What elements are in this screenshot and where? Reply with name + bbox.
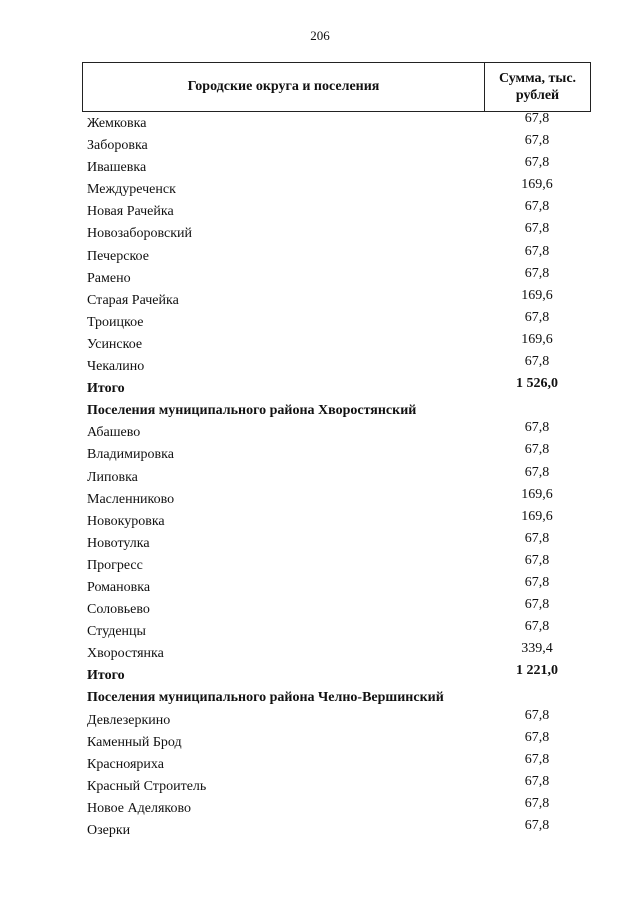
- row-value: 169,6: [521, 287, 553, 303]
- row-name: Каменный Брод: [87, 734, 182, 750]
- row-name: Жемковка: [87, 116, 147, 131]
- table-row: [0, 201, 640, 223]
- table-row: [0, 444, 640, 466]
- row-value: 1 221,0: [516, 663, 558, 679]
- row-value: 169,6: [521, 331, 553, 347]
- row-name: Ивашевка: [87, 160, 147, 176]
- row-value: 67,8: [524, 111, 550, 126]
- table-body: [0, 113, 640, 842]
- row-value: 67,8: [524, 464, 550, 480]
- row-value: 67,8: [524, 221, 550, 237]
- row-name: Заборовка: [87, 138, 148, 154]
- row-name: Красный Строитель: [87, 778, 207, 794]
- table-row: [0, 179, 640, 201]
- table-row: [0, 265, 640, 290]
- table-row: [0, 552, 640, 577]
- row-value: 67,8: [524, 265, 550, 281]
- row-name: Печерское: [87, 248, 149, 264]
- row-name: Девлезеркино: [87, 712, 171, 728]
- table-row: [0, 378, 640, 400]
- row-value: 67,8: [524, 597, 550, 613]
- row-name: Студенцы: [87, 624, 146, 640]
- row-name: Чекалино: [87, 359, 145, 375]
- table-row: [0, 331, 640, 356]
- table-row: [0, 643, 640, 665]
- row-value: 67,8: [524, 795, 550, 811]
- table-row: [0, 687, 640, 709]
- row-value: 67,8: [524, 707, 550, 723]
- row-name: Итого: [87, 668, 125, 684]
- table-row: [0, 599, 640, 621]
- row-name: Абашево: [87, 425, 141, 441]
- table-row: [0, 621, 640, 643]
- table-header: [82, 62, 591, 112]
- table-row: [0, 707, 640, 732]
- row-name: Липовка: [87, 469, 138, 485]
- table-row: [0, 287, 640, 312]
- table-row: [0, 223, 640, 245]
- row-value: 169,6: [521, 486, 553, 502]
- table-row: [0, 773, 640, 798]
- row-name: Усинское: [87, 336, 143, 352]
- row-name: Старая Рачейка: [87, 292, 179, 308]
- row-value: 67,8: [524, 243, 550, 259]
- row-value: 67,8: [524, 199, 550, 215]
- row-value: 67,8: [524, 420, 550, 436]
- table-row: [0, 574, 640, 599]
- table-row: [0, 665, 640, 687]
- row-value: 67,8: [524, 442, 550, 458]
- row-name: Краснояриха: [87, 756, 164, 772]
- row-name: Новое Аделяково: [87, 800, 191, 816]
- row-value: 67,8: [524, 818, 550, 833]
- row-name: Озерки: [87, 823, 131, 838]
- table-row: [0, 795, 640, 820]
- table-row: [0, 820, 640, 842]
- table-row: [0, 530, 640, 555]
- table-row: [0, 751, 640, 776]
- table-row: [0, 356, 640, 378]
- row-name: Романовка: [87, 579, 151, 595]
- table-row: [0, 135, 640, 157]
- table-row: [0, 113, 640, 135]
- row-value: 67,8: [524, 751, 550, 767]
- table-row: [0, 486, 640, 511]
- row-name: Троицкое: [87, 314, 144, 330]
- row-value: 67,8: [524, 552, 550, 568]
- table-row: [0, 243, 640, 268]
- row-name: Рамено: [87, 270, 131, 286]
- row-name: Поселения муниципального района Челно-Вершинский: [87, 690, 444, 706]
- table-row: [0, 309, 640, 334]
- column-header-name: Городские округа и поселения: [83, 63, 485, 111]
- row-value: 67,8: [524, 133, 550, 149]
- row-name: Новозаборовский: [87, 226, 193, 242]
- page-number: 206: [310, 28, 330, 43]
- table-row: [0, 464, 640, 489]
- row-name: Междуреченск: [87, 182, 176, 198]
- table-row: [0, 400, 640, 422]
- row-value: 67,8: [524, 155, 550, 171]
- row-value: 339,4: [521, 641, 553, 657]
- row-value: 169,6: [521, 508, 553, 524]
- row-value: 67,8: [524, 773, 550, 789]
- row-value: 67,8: [524, 354, 550, 370]
- row-value: 67,8: [524, 729, 550, 745]
- table-row: [0, 422, 640, 444]
- table-row: [0, 729, 640, 754]
- table-row: [0, 508, 640, 533]
- row-name: Соловьево: [87, 602, 150, 618]
- row-value: 1 526,0: [516, 376, 558, 392]
- row-name: Итого: [87, 381, 125, 397]
- row-value: 169,6: [521, 177, 553, 193]
- row-name: Прогресс: [87, 557, 143, 573]
- row-value: 67,8: [524, 574, 550, 590]
- row-value: 67,8: [524, 619, 550, 635]
- row-name: Поселения муниципального района Хворостянский: [87, 403, 417, 419]
- row-name: Хворостянка: [87, 646, 164, 662]
- row-value: 67,8: [524, 309, 550, 325]
- row-name: Новая Рачейка: [87, 204, 174, 220]
- column-header-sum: Сумма, тыс. рублей: [498, 71, 577, 103]
- row-name: Владимировка: [87, 447, 174, 463]
- row-value: 67,8: [524, 530, 550, 546]
- row-name: Новокуровка: [87, 513, 165, 529]
- row-name: Масленниково: [87, 491, 175, 507]
- table-row: [0, 157, 640, 179]
- row-name: Новотулка: [87, 535, 150, 551]
